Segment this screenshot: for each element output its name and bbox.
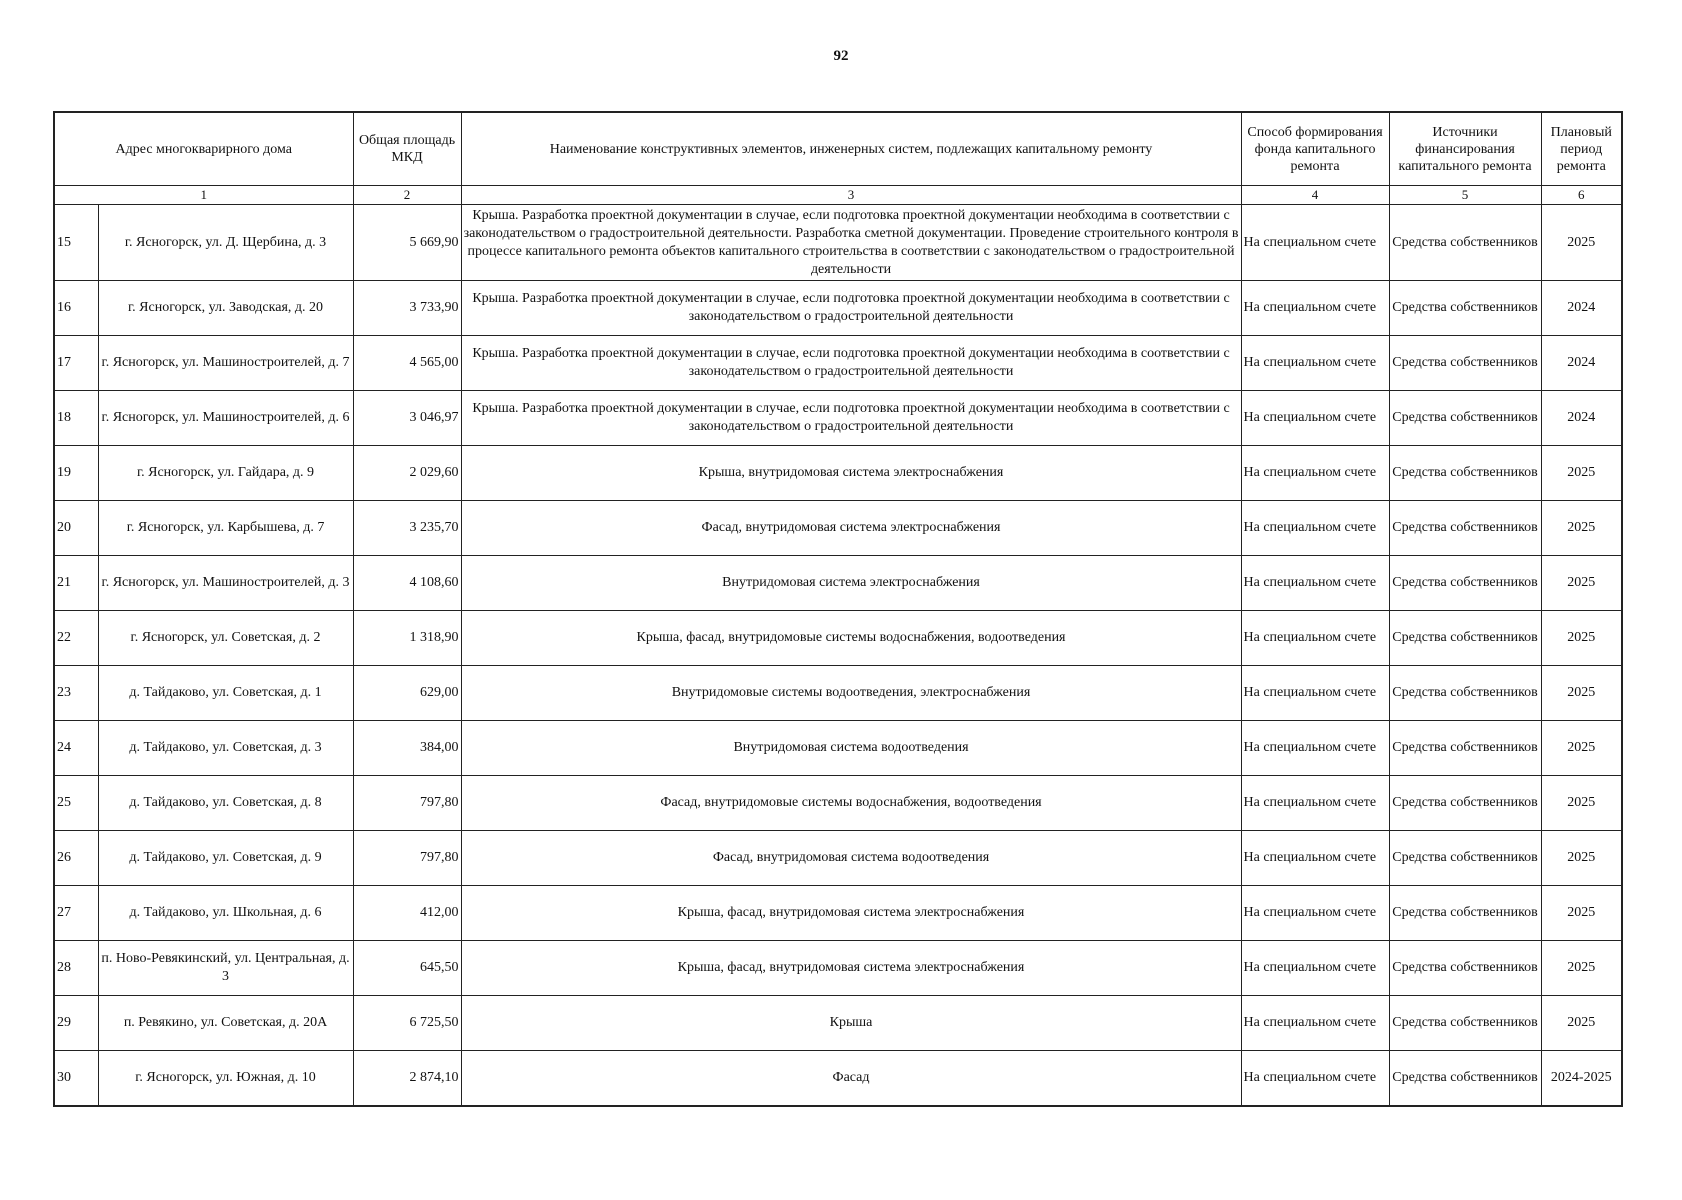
method-cell: На специальном счете [1241,556,1389,611]
area-cell: 797,80 [353,831,461,886]
period-cell: 2025 [1541,831,1622,886]
source-cell: Средства собственников [1389,446,1541,501]
source-cell: Средства собственников [1389,556,1541,611]
source-cell: Средства собственников [1389,996,1541,1051]
area-cell: 4 108,60 [353,556,461,611]
table-row [54,1051,1622,1106]
source-cell: Средства собственников [1389,391,1541,446]
table-row [54,666,1622,721]
elements-cell: Крыша, фасад, внутридомовая система электроснабжения [461,886,1241,941]
header-elements: Наименование конструктивных элементов, инженерных систем, подлежащих капитальному ремонту [461,112,1241,186]
area-cell: 797,80 [353,776,461,831]
elements-cell: Фасад, внутридомовые системы водоснабжения, водоотведения [461,776,1241,831]
elements-cell: Крыша. Разработка проектной документации в случае, если подготовка проектной документации необходима в соответствии с законодательством о градостроительной деятельности [461,336,1241,391]
elements-cell: Внутридомовая система водоотведения [461,721,1241,776]
row-number: 17 [54,336,98,391]
period-cell: 2025 [1541,666,1622,721]
area-cell: 645,50 [353,941,461,996]
address-cell: д. Тайдаково, ул. Школьная, д. 6 [98,886,353,941]
row-number: 15 [54,205,98,281]
period-cell: 2024 [1541,281,1622,336]
column-index-row [54,186,1622,205]
area-cell: 412,00 [353,886,461,941]
method-cell: На специальном счете [1241,281,1389,336]
elements-cell: Фасад, внутридомовая система электроснабжения [461,501,1241,556]
period-cell: 2025 [1541,996,1622,1051]
source-cell: Средства собственников [1389,205,1541,281]
area-cell: 3 733,90 [353,281,461,336]
area-cell: 6 725,50 [353,996,461,1051]
row-number: 16 [54,281,98,336]
area-cell: 384,00 [353,721,461,776]
period-cell: 2025 [1541,611,1622,666]
address-cell: д. Тайдаково, ул. Советская, д. 9 [98,831,353,886]
area-cell: 4 565,00 [353,336,461,391]
row-number: 28 [54,941,98,996]
period-cell: 2025 [1541,941,1622,996]
source-cell: Средства собственников [1389,721,1541,776]
table-row [54,446,1622,501]
period-cell: 2024 [1541,336,1622,391]
area-cell: 5 669,90 [353,205,461,281]
column-index: 3 [461,186,1241,205]
source-cell: Средства собственников [1389,1051,1541,1106]
elements-cell: Фасад [461,1051,1241,1106]
table-header-row [54,112,1622,186]
period-cell: 2024 [1541,391,1622,446]
table-body [54,205,1622,1106]
address-cell: д. Тайдаково, ул. Советская, д. 1 [98,666,353,721]
header-source: Источники финансирования капитального ремонта [1389,112,1541,186]
address-cell: г. Ясногорск, ул. Машиностроителей, д. 6 [98,391,353,446]
address-cell: п. Ново-Ревякинский, ул. Центральная, д. 3 [98,941,353,996]
elements-cell: Внутридомовая система электроснабжения [461,556,1241,611]
method-cell: На специальном счете [1241,721,1389,776]
row-number: 27 [54,886,98,941]
method-cell: На специальном счете [1241,391,1389,446]
table-row [54,776,1622,831]
column-index: 2 [353,186,461,205]
table-row [54,721,1622,776]
source-cell: Средства собственников [1389,941,1541,996]
source-cell: Средства собственников [1389,886,1541,941]
source-cell: Средства собственников [1389,611,1541,666]
row-number: 22 [54,611,98,666]
table-row [54,611,1622,666]
source-cell: Средства собственников [1389,831,1541,886]
header-method: Способ формирования фонда капитального ремонта [1241,112,1389,186]
period-cell: 2025 [1541,446,1622,501]
period-cell: 2024-2025 [1541,1051,1622,1106]
source-cell: Средства собственников [1389,336,1541,391]
column-index: 1 [54,186,353,205]
elements-cell: Крыша. Разработка проектной документации в случае, если подготовка проектной документации необходима в соответствии с законодательством о градостроительной деятельности. Разработка сметной документации. Проведение строительного контроля в процессе капитального ремонта объектов капитального строительства в соответствии с законодательством о градостроительной деятельности [461,205,1241,281]
row-number: 26 [54,831,98,886]
elements-cell: Фасад, внутридомовая система водоотведения [461,831,1241,886]
row-number: 29 [54,996,98,1051]
header-area: Общая площадь МКД [353,112,461,186]
row-number: 25 [54,776,98,831]
header-address: Адрес многокварирного дома [54,112,353,186]
source-cell: Средства собственников [1389,501,1541,556]
area-cell: 2 029,60 [353,446,461,501]
source-cell: Средства собственников [1389,281,1541,336]
period-cell: 2025 [1541,721,1622,776]
elements-cell: Крыша, фасад, внутридомовые системы водоснабжения, водоотведения [461,611,1241,666]
method-cell: На специальном счете [1241,336,1389,391]
address-cell: г. Ясногорск, ул. Машиностроителей, д. 7 [98,336,353,391]
table-row [54,281,1622,336]
table-row [54,205,1622,281]
row-number: 23 [54,666,98,721]
table-row [54,886,1622,941]
address-cell: г. Ясногорск, ул. Машиностроителей, д. 3 [98,556,353,611]
table-row [54,941,1622,996]
method-cell: На специальном счете [1241,831,1389,886]
table-row [54,501,1622,556]
table-row [54,996,1622,1051]
address-cell: г. Ясногорск, ул. Гайдара, д. 9 [98,446,353,501]
method-cell: На специальном счете [1241,886,1389,941]
address-cell: д. Тайдаково, ул. Советская, д. 3 [98,721,353,776]
column-index: 5 [1389,186,1541,205]
area-cell: 629,00 [353,666,461,721]
row-number: 30 [54,1051,98,1106]
table-row [54,391,1622,446]
method-cell: На специальном счете [1241,1051,1389,1106]
table-row [54,336,1622,391]
period-cell: 2025 [1541,886,1622,941]
method-cell: На специальном счете [1241,446,1389,501]
area-cell: 3 046,97 [353,391,461,446]
elements-cell: Крыша, фасад, внутридомовая система электроснабжения [461,941,1241,996]
method-cell: На специальном счете [1241,996,1389,1051]
column-index: 6 [1541,186,1622,205]
method-cell: На специальном счете [1241,501,1389,556]
address-cell: п. Ревякино, ул. Советская, д. 20А [98,996,353,1051]
period-cell: 2025 [1541,776,1622,831]
row-number: 24 [54,721,98,776]
method-cell: На специальном счете [1241,666,1389,721]
method-cell: На специальном счете [1241,205,1389,281]
table-row [54,556,1622,611]
address-cell: г. Ясногорск, ул. Южная, д. 10 [98,1051,353,1106]
source-cell: Средства собственников [1389,666,1541,721]
address-cell: г. Ясногорск, ул. Д. Щербина, д. 3 [98,205,353,281]
repair-plan-table [53,111,1623,1107]
row-number: 18 [54,391,98,446]
elements-cell: Крыша. Разработка проектной документации в случае, если подготовка проектной документации необходима в соответствии с законодательством о градостроительной деятельности [461,391,1241,446]
elements-cell: Крыша. Разработка проектной документации в случае, если подготовка проектной документации необходима в соответствии с законодательством о градостроительной деятельности [461,281,1241,336]
period-cell: 2025 [1541,501,1622,556]
elements-cell: Внутридомовые системы водоотведения, электроснабжения [461,666,1241,721]
page-number: 92 [833,48,849,64]
method-cell: На специальном счете [1241,611,1389,666]
address-cell: г. Ясногорск, ул. Карбышева, д. 7 [98,501,353,556]
address-cell: г. Ясногорск, ул. Заводская, д. 20 [98,281,353,336]
address-cell: г. Ясногорск, ул. Советская, д. 2 [98,611,353,666]
method-cell: На специальном счете [1241,776,1389,831]
table-row [54,831,1622,886]
method-cell: На специальном счете [1241,941,1389,996]
header-period: Плановый период ремонта [1541,112,1622,186]
area-cell: 1 318,90 [353,611,461,666]
column-index: 4 [1241,186,1389,205]
area-cell: 2 874,10 [353,1051,461,1106]
row-number: 20 [54,501,98,556]
row-number: 19 [54,446,98,501]
elements-cell: Крыша [461,996,1241,1051]
source-cell: Средства собственников [1389,776,1541,831]
elements-cell: Крыша, внутридомовая система электроснабжения [461,446,1241,501]
area-cell: 3 235,70 [353,501,461,556]
period-cell: 2025 [1541,556,1622,611]
period-cell: 2025 [1541,205,1622,281]
address-cell: д. Тайдаково, ул. Советская, д. 8 [98,776,353,831]
row-number: 21 [54,556,98,611]
